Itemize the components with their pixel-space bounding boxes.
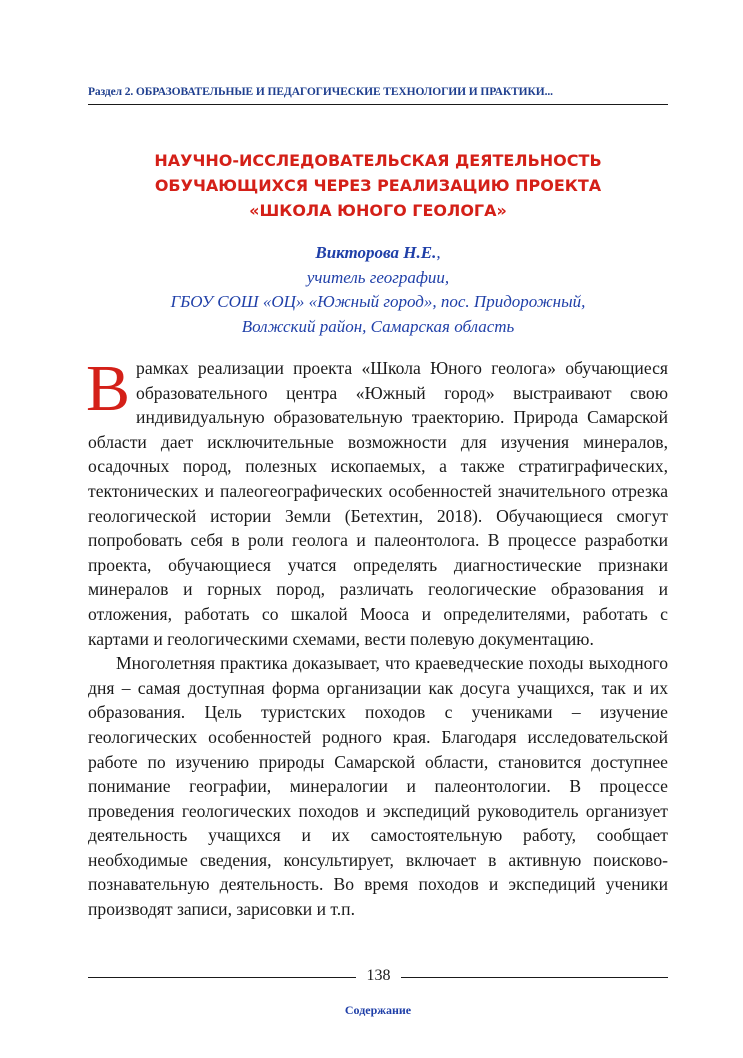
title-line: НАУЧНО-ИССЛЕДОВАТЕЛЬСКАЯ ДЕЯТЕЛЬНОСТЬ bbox=[154, 151, 602, 170]
paragraph: Многолетняя практика доказывает, что краеведческие походы выходного дня – самая доступная форма организации как досуга учащихся, так и их образования. Цель туристских походов с учениками – изучение геологических особенностей родного края. Благодаря исследовательской работе по изучению природы Самарской области, становится доступнее понимание географии, минералогии и палеонтологии. В процессе проведения геологических походов и экспедиций руководитель организует деятельность учащихся и их самостоятельную работу, сообщает необходимые сведения, консультирует, включает в активную поисково-познавательную деятельность. Во время походов и экспедиций ученики производят записи, зарисовки и т.п. bbox=[88, 653, 668, 920]
article-title bbox=[88, 148, 668, 223]
author-organization: ГБОУ СОШ «ОЦ» «Южный город», пос. Придорожный, bbox=[170, 292, 586, 311]
author-name-line bbox=[88, 241, 668, 266]
author-name-suffix: , bbox=[436, 243, 441, 262]
contents-link[interactable]: Содержание bbox=[344, 1003, 412, 1017]
author-position: учитель географии, bbox=[306, 267, 450, 287]
footer-divider-right bbox=[401, 977, 668, 978]
title-line: ОБУЧАЮЩИХСЯ ЧЕРЕЗ РЕАЛИЗАЦИЮ ПРОЕКТА bbox=[154, 176, 602, 195]
page-number: 138 bbox=[366, 967, 391, 984]
dropcap-letter: В bbox=[86, 352, 131, 425]
author-name: Викторова Н.Е. bbox=[315, 243, 437, 262]
article-body bbox=[86, 352, 668, 922]
author-location: Волжский район, Самарская область bbox=[241, 316, 515, 336]
author-block bbox=[88, 241, 668, 339]
header-divider bbox=[88, 104, 668, 105]
title-line: «ШКОЛА ЮНОГО ГЕОЛОГА» bbox=[249, 201, 507, 220]
footer-divider-left bbox=[88, 977, 356, 978]
paragraph bbox=[86, 352, 668, 651]
paragraph-text: рамках реализации проекта «Школа Юного геолога» обучающиеся образовательного центра «Южный город» выстраивают свою индивидуальную образовательную траекторию. Природа Самарской области дает исключительные возможности для изучения минералов, осадочных пород, полезных ископаемых, а также стратиграфических, тектонических и палеогеографических особенностей значительного отрезка геологической истории Земли (Бетехтин, 2018). Обучающиеся смогут попробовать себя в роли геолога и палеонтолога. В процессе разработки проекта, обучающиеся учатся определять диагностические признаки минералов и горных пород, различать геологические образования и отложения, работать со шкалой Мооса и определителями, работать с картами и геологическими схемами, вести полевую документацию. bbox=[88, 358, 668, 649]
running-header: Раздел 2. ОБРАЗОВАТЕЛЬНЫЕ И ПЕДАГОГИЧЕСКИЕ ТЕХНОЛОГИИ И ПРАКТИКИ... bbox=[88, 86, 553, 98]
